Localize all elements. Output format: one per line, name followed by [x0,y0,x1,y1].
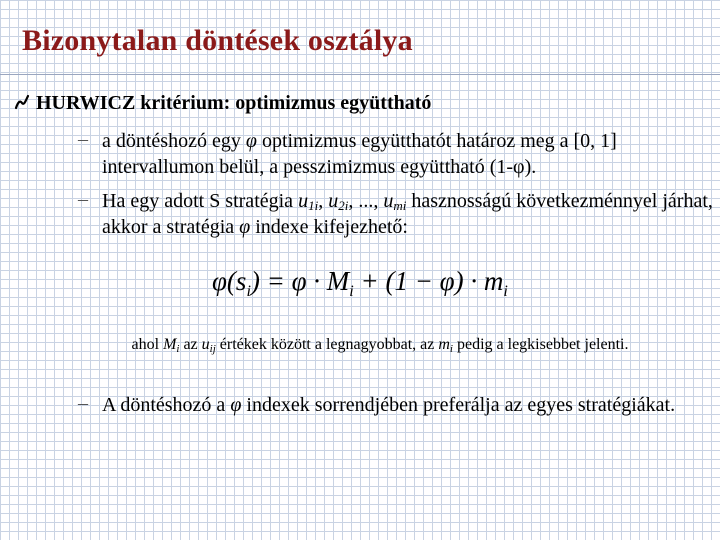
title-divider [0,74,720,75]
u-subscript: mi [393,198,407,213]
u-variable: u [328,190,339,212]
phi-symbol: φ [239,216,251,238]
bullet-swoosh-icon [14,94,30,110]
sub2-text-b: hasznosságú következménnyel járhat, akkor a stratégia [102,190,713,238]
sub2-text-a: Ha egy adott S stratégia [102,190,299,212]
note-var: u [201,336,210,353]
formula-mid: ) = φ · M [250,266,350,296]
slide-title: Bizonytalan döntések osztálya [22,24,413,57]
formula-lhs: φ(s [212,266,247,296]
sub-bullet-1 [102,128,714,180]
phi-symbol: φ [513,156,525,178]
sub-bullet-2 [102,188,714,240]
note-sub: ij [209,343,216,355]
u-subscript: 2i [338,198,349,213]
note-sub: i [176,343,180,355]
phi-symbol: φ [245,130,257,152]
sub2-text-c: indexe kifejezhető: [250,216,408,238]
sub3-text-b: indexek sorrendjében preferálja az egyes stratégiákat. [241,394,676,416]
sub1-text-a: a döntéshozó egy [102,130,246,152]
note-text: az [179,336,202,353]
sub-bullet-3 [102,392,714,418]
formula-subscript: i [349,283,354,300]
phi-symbol: φ [230,394,242,416]
u-variable: u [298,190,309,212]
main-bullet-text: HURWICZ kritérium: optimizmus együttható [36,92,432,114]
sub1-text-c: ). [524,156,537,178]
u-variable: u [383,190,394,212]
dash-marker: – [78,188,88,210]
note-text: pedig a legkisebbet jelenti. [452,336,629,353]
note-var: m [438,336,450,353]
note-var: M [163,336,177,353]
note-sub: i [449,343,453,355]
note-text: értékek között a legnagyobbat, az [215,336,439,353]
dash-marker: – [78,128,88,150]
hurwicz-formula [212,266,508,300]
formula-note [120,333,640,356]
note-text: ahol [131,336,164,353]
separator: , [318,190,329,212]
formula-rhs: + (1 − φ) · m [353,266,504,296]
sub1-text-b: optimizmus együtthatót határoz meg a [0, 1] intervallumon belül, a pesszimizmus együttható (1- [102,130,617,178]
formula-subscript: i [246,283,251,300]
u-subscript: 1i [308,198,319,213]
formula-subscript: i [503,283,508,300]
ellipsis: , ..., [348,190,384,212]
dash-marker: – [78,392,88,414]
sub3-text-a: A döntéshozó a [102,394,231,416]
